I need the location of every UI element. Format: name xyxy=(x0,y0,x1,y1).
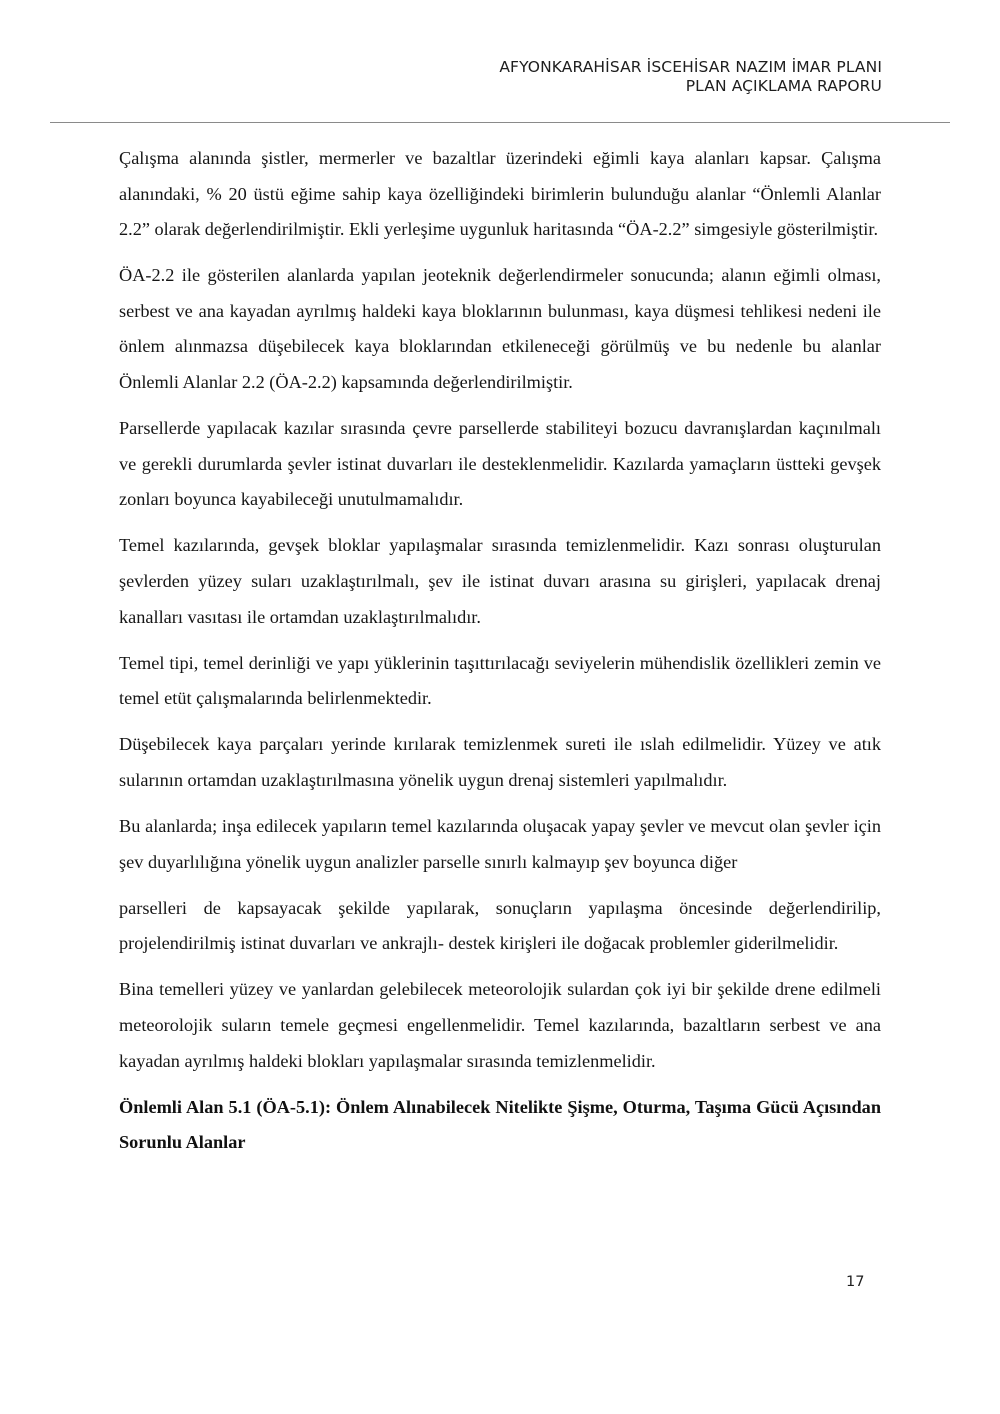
section-heading-oa-5-1: Önlemli Alan 5.1 (ÖA-5.1): Önlem Alınabilecek Nitelikte Şişme, Oturma, Taşıma Gücü Açısından Sorunlu Alanlar xyxy=(119,1096,881,1153)
header-divider xyxy=(50,122,950,123)
paragraph-slope-rock-areas: Çalışma alanında şistler, mermerler ve bazaltlar üzerindeki eğimli kaya alanları kapsar. Çalışma alanındaki, % 20 üstü eğime sahip kaya özelliğindeki birimlerin bulunduğu alanlar “Önlemli Alanlar 2.2” olarak değerlendirilmiştir. Ekli yerleşime uygunluk haritasında “ÖA-2.2” simgesiyle gösterilmiştir. xyxy=(119,148,881,240)
paragraph-parcel-excavations: Parsellerde yapılacak kazılar sırasında çevre parsellerde stabiliteyi bozucu davranışlardan kaçınılmalı ve gerekli durumlarda şevler istinat duvarları ile desteklenmelidir. Kazılarda yamaçların üstteki gevşek zonları boyunca kayabileceği unutulmamalıdır. xyxy=(119,418,881,510)
page-body xyxy=(119,141,881,1161)
paragraph-building-foundations: Bina temelleri yüzey ve yanlardan gelebilecek meteorolojik sulardan çok iyi bir şekilde drene edilmeli meteorolojik suların temele geçmesi engellenmelidir. Temel kazılarında, bazaltların serbest ve ana kayadan ayrılmış haldeki blokları yapılaşmalar sırasında temizlenmelidir. xyxy=(119,979,881,1071)
paragraph-slope-analysis: Bu alanlarda; inşa edilecek yapıların temel kazılarında oluşacak yapay şevler ve mevcut olan şevler için şev duyarlılığına yönelik uygun analizler parselle sınırlı kalmayıp şev boyunca diğer xyxy=(119,816,881,872)
running-header xyxy=(499,58,882,96)
page-number: 17 xyxy=(846,1274,865,1290)
header-title-line-1: AFYONKARAHİSAR İSCEHİSAR NAZIM İMAR PLANI xyxy=(499,58,882,76)
paragraph-foundation-excavations: Temel kazılarında, gevşek bloklar yapılaşmalar sırasında temizlenmelidir. Kazı sonrası oluşturulan şevlerden yüzey suları uzaklaştırılmalı, şev ile istinat duvarı arasına su girişleri, yapılacak drenaj kanalları vasıtası ile ortamdan uzaklaştırılmalıdır. xyxy=(119,535,881,627)
paragraph-slope-analysis-continued: parselleri de kapsayacak şekilde yapılarak, sonuçların yapılaşma öncesinde değerlendirilip, projelendirilmiş istinat duvarları ve ankrajlı- destek kirişleri ile doğacak problemler giderilmelidir. xyxy=(119,897,881,954)
paragraph-foundation-type: Temel tipi, temel derinliği ve yapı yüklerinin taşıttırılacağı seviyelerin mühendislik özellikleri zemin ve temel etüt çalışmalarında belirlenmektedir. xyxy=(119,652,881,709)
header-title-line-2: PLAN AÇIKLAMA RAPORU xyxy=(685,77,882,95)
paragraph-falling-rocks: Düşebilecek kaya parçaları yerinde kırılarak temizlenmek sureti ile ıslah edilmelidir. Yüzey ve atık sularının ortamdan uzaklaştırılmasına yönelik uygun drenaj sistemleri yapılmalıdır. xyxy=(119,734,881,790)
paragraph-oa-2-2-evaluation: ÖA-2.2 ile gösterilen alanlarda yapılan jeoteknik değerlendirmeler sonucunda; alanın eğimli olması, serbest ve ana kayadan ayrılmış haldeki kaya bloklarının bulunması, kaya düşmesi tehlikesi nedeni ile önlem alınmazsa düşebilecek kaya bloklarından etkileneceği görülmüş ve bu nedenle bu alanlar Önlemli Alanlar 2.2 (ÖA-2.2) kapsamında değerlendirilmiştir. xyxy=(119,265,881,393)
